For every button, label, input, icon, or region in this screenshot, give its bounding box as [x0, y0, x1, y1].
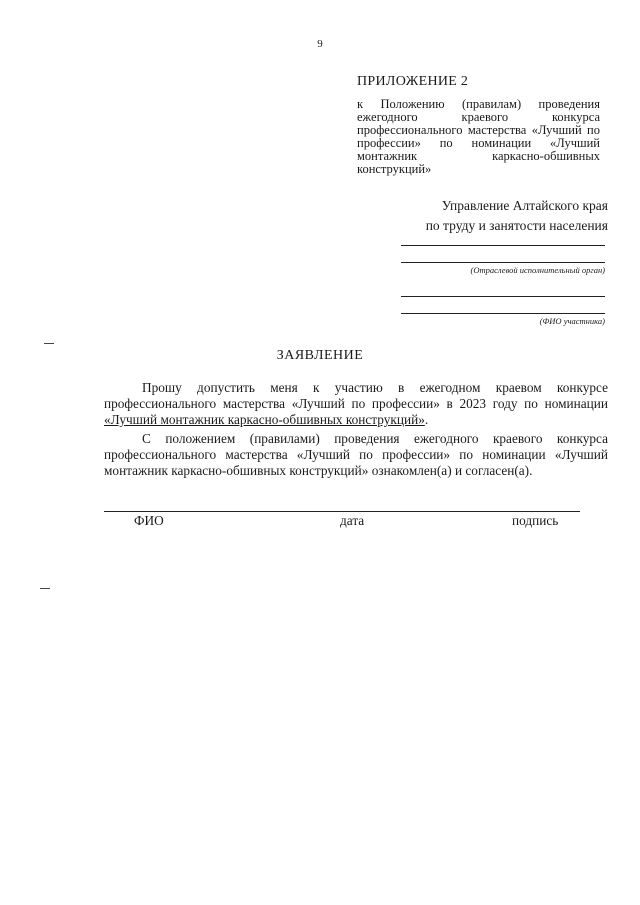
fio-label: ФИО [134, 513, 164, 528]
signature-label: подпись [512, 513, 559, 528]
margin-mark [40, 588, 50, 589]
page-number: 9 [317, 38, 323, 50]
paragraph-agreement: С положением (правилами) проведения ежегодного краевого конкурса профессионального мастерства «Лучший по профессии» по номинации «Лучший монтажник каркасно-обшивных конструкций» ознакомлен(а) и согласен(а). [104, 431, 608, 478]
org-caption: (Отраслевой исполнительный орган) [470, 265, 605, 275]
appendix-text: к Положению (правилам) проведения ежегодного краевого конкурса профессионального мастерства «Лучший по профессии» по номинации «Лучший монтажник каркасно-обшивных конструкций» [357, 97, 600, 176]
nomination-name: «Лучший монтажник каркасно-обшивных конструкций» [104, 412, 425, 427]
paragraph-request [104, 380, 608, 428]
appendix-title: ПРИЛОЖЕНИЕ 2 [357, 74, 469, 89]
document-title: ЗАЯВЛЕНИЕ [276, 348, 364, 363]
paragraph-request-end: . [424, 412, 429, 427]
org-line-2 [401, 262, 605, 263]
paragraph-request-text: Прошу допустить меня к участию в ежегодном краевом конкурсе профессионального мастерства «Лучший по профессии» в 2023 году по номинации [104, 380, 608, 411]
date-label: дата [340, 513, 365, 528]
addressee-block [398, 196, 608, 236]
fio-line-1 [401, 296, 605, 297]
fio-caption: (ФИО участника) [539, 316, 605, 326]
org-line-1 [401, 245, 605, 246]
addressee-line-2: по труду и занятости населения [425, 218, 608, 233]
signature-line [104, 511, 580, 512]
addressee-line-1: Управление Алтайского края [441, 198, 608, 213]
fio-line-2 [401, 313, 605, 314]
margin-mark [44, 343, 54, 344]
